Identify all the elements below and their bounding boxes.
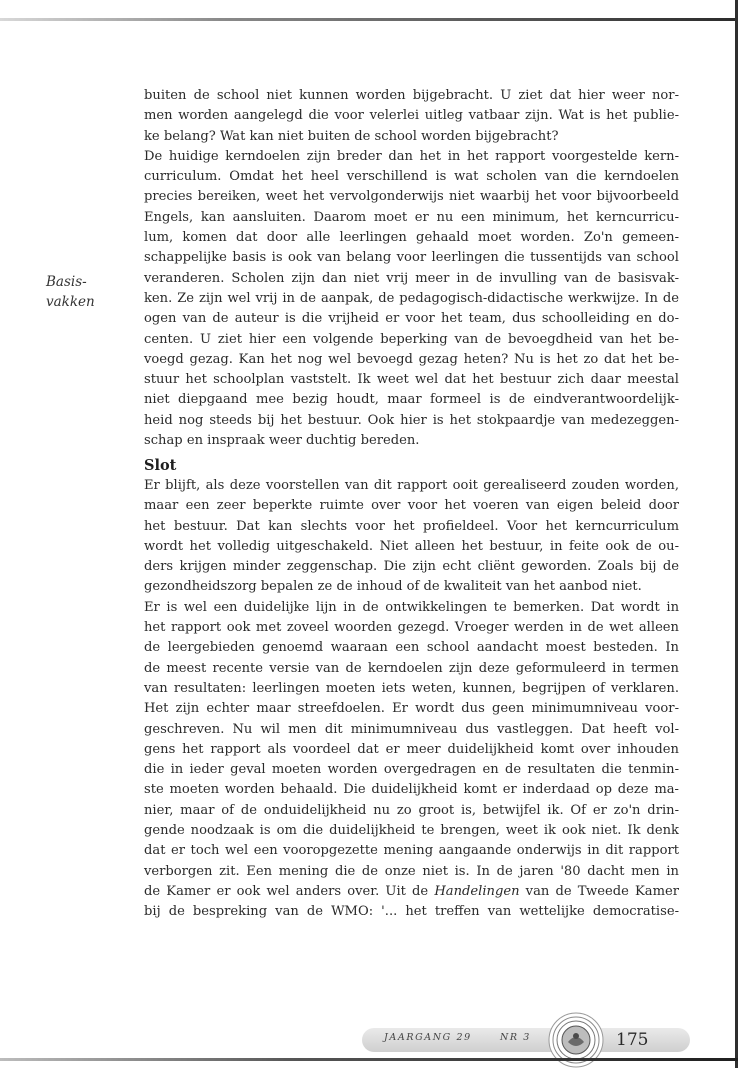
text-line: precies bereiken, weet het vervolgonderwijs niet waarbij het voor bijvoorbeeld: [144, 189, 679, 205]
text-line: dat er toch wel een vooropgezette mening aangaande onderwijs in dit rapport: [144, 843, 679, 859]
text-line: Het zijn echter maar streefdoelen. Er wordt dus geen minimumniveau voor-: [144, 701, 679, 717]
text-line: maar een zeer beperkte ruimte over voor het voeren van eigen beleid door: [144, 498, 679, 514]
margin-note: [46, 272, 95, 312]
text-line: die in ieder geval moeten worden overgedragen en de resultaten die tenmin-: [144, 762, 679, 778]
top-rule: [0, 18, 738, 21]
text-line: verborgen zit. Een mening die de onze niet is. In de jaren '80 dacht men in: [144, 863, 679, 879]
text-line: schappelijke basis is ook van belang voor leerlingen die tussentijds van school: [144, 250, 679, 266]
margin-note-line: Basis-: [46, 274, 87, 290]
text-line: nier, maar of de onduidelijkheid nu zo groot is, betwijfel ik. Of er zo'n drin-: [144, 802, 679, 818]
bottom-rule: [0, 1058, 738, 1061]
text-line: ogen van de auteur is die vrijheid er voor het team, dus schoolleiding en do-: [144, 311, 679, 327]
text-line: de leergebieden genoemd waaraan een school aandacht moest besteden. In: [144, 640, 679, 656]
text-line: bij de bespreking van de WMO: '... het treffen van wettelijke democratise-: [144, 904, 679, 920]
text-line: centen. U ziet hier een volgende beperking van de bevoegdheid van het be-: [144, 331, 679, 347]
emphasis: Handelingen: [434, 883, 520, 899]
footer-volume: JAARGANG 29: [384, 1032, 472, 1043]
section-body: [144, 476, 679, 882]
text-line: men worden aangelegd die voor velerlei uitleg vatbaar zijn. Wat is het publie-: [144, 108, 679, 124]
section-heading: Slot: [144, 457, 177, 474]
page-number: 175: [616, 1030, 649, 1050]
text-line: lum, komen dat door alle leerlingen gehaald moet worden. Zo'n gemeen-: [144, 230, 679, 246]
text-line: van resultaten: leerlingen moeten iets weten, kunnen, begrijpen of verklaren.: [144, 680, 679, 696]
text-line: ken. Ze zijn wel vrij in de aanpak, de pedagogisch-didactische werkwijze. In de: [144, 290, 679, 306]
margin-note-line: vakken: [46, 294, 95, 310]
text-line: Engels, kan aansluiten. Daarom moet er nu een minimum, het kerncurricu-: [144, 209, 679, 225]
text-line: schap en inspraak weer duchtig bereden.: [144, 433, 420, 449]
text-line: De huidige kerndoelen zijn breder dan het in het rapport voorgestelde kern-: [144, 148, 679, 164]
text-line: heid nog steeds bij het bestuur. Ook hier is het stokpaardje van medezeggen-: [144, 412, 679, 428]
text-line: ke belang? Wat kan niet buiten de school worden bijgebracht?: [144, 128, 559, 144]
body-column-upper: [144, 86, 679, 451]
text-line: het rapport ook met zoveel woorden gezegd. Vroeger werden in de wet alleen: [144, 620, 679, 636]
text-line: het bestuur. Dat kan slechts voor het profieldeel. Voor het kerncurriculum: [144, 518, 679, 534]
text-line: gezondheidszorg bepalen ze de inhoud of de kwaliteit van het aanbod niet.: [144, 579, 642, 595]
text-line: gende noodzaak is om die duidelijkheid te brengen, weet ik ook niet. Ik denk: [144, 823, 679, 839]
text-line: Er blijft, als deze voorstellen van dit rapport ooit gerealiseerd zouden worden,: [144, 478, 679, 493]
footer-issue: NR 3: [500, 1032, 531, 1043]
text-line: voegd gezag. Kan het nog wel bevoegd gezag heten? Nu is het zo dat het be-: [144, 351, 679, 367]
text-line: niet diepgaand mee bezig houdt, maar formeel is de eindverantwoordelijk-: [144, 392, 679, 408]
text-line: buiten de school niet kunnen worden bijgebracht. U ziet dat hier weer nor-: [144, 88, 679, 103]
text-line: curriculum. Omdat het heel verschillend is wat scholen van die kerndoelen: [144, 169, 679, 185]
text-line: de Kamer er ook wel anders over. Uit de Handelingen van de Tweede Kamer: [144, 883, 680, 899]
text-line: geschreven. Nu wil men dit minimumniveau dus vastleggen. Dat heeft vol-: [144, 721, 679, 737]
body-column-lower: [144, 456, 679, 923]
text-line: veranderen. Scholen zijn dan niet vrij meer in de invulling van de basisvak-: [144, 270, 679, 286]
text-line: gens het rapport als voordeel dat er meer duidelijkheid komt over inhouden: [144, 741, 679, 757]
text-line: wordt het volledig uitgeschakeld. Niet alleen het bestuur, in feite ook de ou-: [144, 538, 679, 554]
text-line: ders krijgen minder zeggenschap. Die zijn echt cliënt geworden. Zoals bij de: [144, 559, 679, 575]
text-line: de meest recente versie van de kerndoelen zijn deze geformuleerd in termen: [144, 660, 679, 676]
text-line: Er is wel een duidelijke lijn in de ontwikkelingen te bemerken. Dat wordt in: [144, 599, 679, 615]
text-line: ste moeten worden behaald. Die duidelijkheid komt er inderdaad op deze ma-: [144, 782, 679, 798]
text-line: stuur het schoolplan vaststelt. Ik weet wel dat het bestuur zich daar meestal: [144, 372, 679, 388]
